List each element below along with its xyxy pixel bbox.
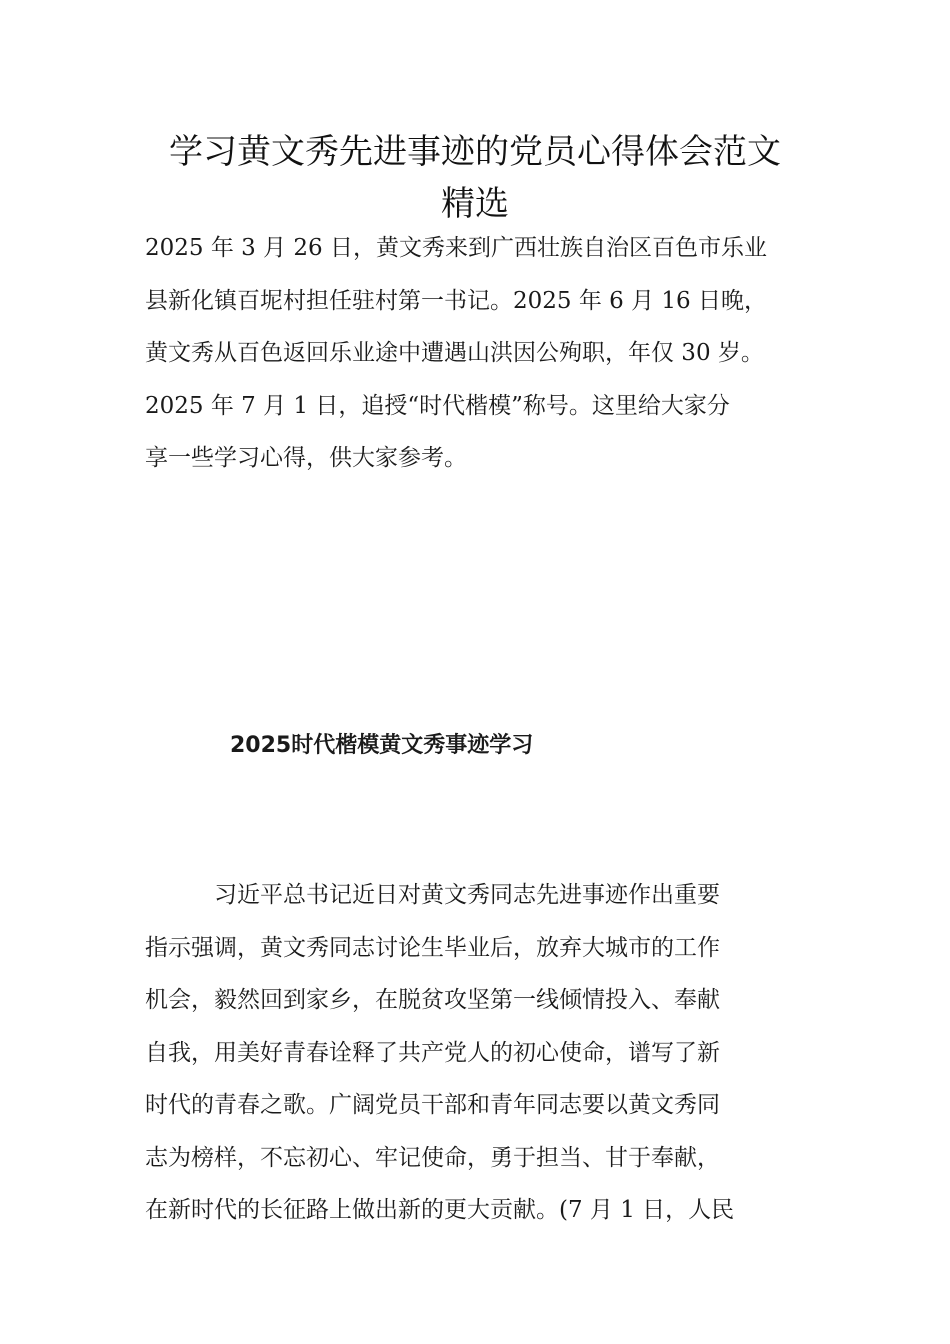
body-line: 志为榜样，不忘初心、牢记使命，勇于担当、甘于奉献， (145, 1144, 720, 1171)
document-title (130, 126, 820, 230)
body-line: 机会，毅然回到家乡，在脱贫攻坚第一线倾情投入、奉献 (145, 987, 720, 1013)
body-line: 习近平总书记近日对黄文秀同志先进事迹作出重要 (145, 882, 720, 908)
title-line: 精选 (441, 184, 509, 224)
intro-paragraph (145, 222, 815, 485)
intro-line: 2025 年 3 月 26 日，黄文秀来到广西壮族自治区百色市乐业 (145, 235, 767, 261)
intro-line: 县新化镇百坭村担任驻村第一书记。2025 年 6 月 16 日晚， (145, 287, 767, 314)
intro-line: 享一些学习心得，供大家参考。 (145, 445, 467, 471)
body-line: 在新时代的长征路上做出新的更大贡献。(7 月 1 日，人民 (145, 1197, 735, 1223)
title-line: 学习黄文秀先进事迹的党员心得体会范文 (169, 132, 781, 172)
intro-line: 2025 年 7 月 1 日，追授“时代楷模”称号。这里给大家分 (145, 392, 730, 419)
body-line: 时代的青春之歌。广阔党员干部和青年同志要以黄文秀同 (145, 1092, 720, 1118)
intro-line: 黄文秀从百色返回乐业途中遭遇山洪因公殉职，年仅 30 岁。 (145, 340, 764, 366)
body-paragraph (145, 869, 815, 1237)
body-line: 指示强调，黄文秀同志讨论生毕业后，放弃大城市的工作 (145, 934, 720, 961)
body-line: 自我，用美好青春诠释了共产党人的初心使命，谱写了新 (145, 1039, 720, 1066)
section-heading: 2025时代楷模黄文秀事迹学习 (230, 733, 534, 758)
